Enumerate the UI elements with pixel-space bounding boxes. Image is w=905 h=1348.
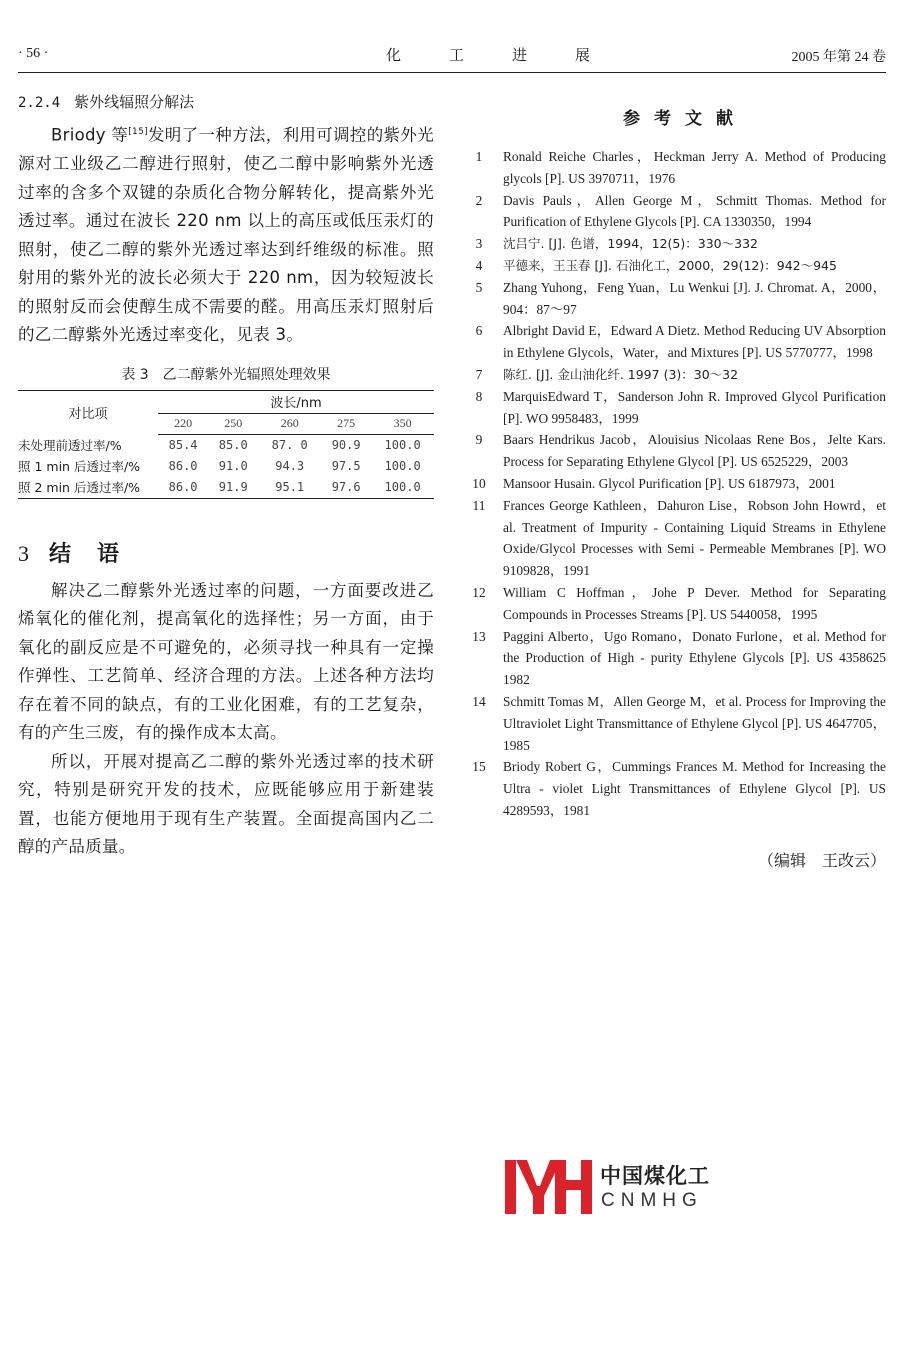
row-label: 照 2 min 后透过率/% — [18, 477, 158, 499]
reference-number: 4 — [475, 257, 483, 273]
reference-list — [470, 146, 886, 822]
reference-item — [470, 495, 886, 582]
table-cell: 95.1 — [258, 477, 321, 499]
references-title: 参考文献 — [623, 109, 747, 129]
wavelength-cell: 250 — [208, 413, 258, 434]
table-cell: 100.0 — [384, 459, 421, 473]
page-number: · 56 · — [18, 46, 49, 61]
table-cell: 97.5 — [331, 459, 361, 473]
reference-number: 8 — [475, 388, 483, 404]
wavelength-cell: 220 — [158, 413, 208, 434]
cnmhg-logo — [503, 1156, 713, 1220]
wavelength-cell: 350 — [371, 413, 434, 434]
right-column — [470, 104, 886, 871]
table-cell: 91.0 — [218, 459, 248, 473]
reference-text: Albright David E，Edward A Dietz. Method Reducing UV Absorption in Ethylene Glycols，Water，and Mixtures [P]. US 5770777，1998 — [503, 323, 886, 361]
reference-item — [470, 691, 886, 756]
reference-item — [470, 386, 886, 430]
issue-info: 2005 年第 24 卷 — [791, 50, 886, 65]
table-cell: 94.3 — [275, 459, 305, 473]
section-number: 3 — [18, 540, 29, 566]
reference-item — [470, 146, 886, 190]
left-column — [18, 90, 434, 862]
row-label: 未处理前透过率/% — [18, 437, 122, 453]
reference-text: Frances George Kathleen，Dahuron Lise，Robson John Howrd，et al. Treatment of Impurity - Containing Liquid Streams in Ethylene Oxide/Glycol Processes with Semi - Permeable Membranes [P]. WO 9109828，1991 — [503, 497, 886, 579]
reference-number: 3 — [475, 236, 483, 252]
reference-number: 15 — [472, 759, 486, 775]
table-3 — [18, 390, 434, 499]
table-cell: 90.9 — [331, 438, 361, 452]
editor-credit: （编辑 王改云） — [757, 850, 886, 870]
reference-item — [470, 429, 886, 473]
section-3-heading — [18, 539, 434, 569]
reference-item — [470, 473, 886, 495]
reference-number: 5 — [475, 279, 483, 295]
reference-item — [470, 255, 886, 277]
reference-text: Briody Robert G，Cummings Frances M. Method for Increasing the Ultra - violet Light Transmittances of Ethylene Glycol [P]. US 4289593，1981 — [503, 759, 886, 818]
conclusion-paragraph-1: 解决乙二醇紫外光透过率的问题，一方面要改进乙烯氧化的催化剂，提高氧化的选择性；另一方面，由于氧化的副反应是不可避免的，必须寻找一种具有一定操作弹性、工艺简单、经济合理的方法。上述各种方法均存在着不同的缺点，有的工业化困难，有的工艺复杂，有的产生三废，有的操作成本太高。 — [18, 580, 434, 742]
table-cell: 97.6 — [321, 477, 371, 499]
reference-text: Paggini Alberto，Ugo Romano，Donato Furlone，et al. Method for the Production of High - purity Ethylene Glycols [P]. US 4358625 1982 — [503, 628, 886, 688]
reference-text: Zhang Yuhong，Feng Yuan，Lu Wenkui [J]. J. Chromat. A，2000，904：87～97 — [503, 279, 886, 317]
wavelength-cell: 275 — [321, 413, 371, 434]
uv-method-paragraph: Briody 等[15]发明了一种方法，利用可调控的紫外光源对工业级乙二醇进行照射，使乙二醇中影响紫外光透过率的含多个双键的杂质化合物分解转化，提高紫外光透过率。通过在波长 220 nm 以上的高压或低压汞灯的照射，使乙二醇的紫外光透过率达到纤维级的标准。照射用的紫外光的波长必须大于 220 nm，因为较短波长的照射反而会使醇生成不需要的醛。用高压汞灯照射后的乙二醇紫外光透过率变化，见表 3。 — [18, 125, 434, 344]
wavelength-cell: 260 — [258, 413, 321, 434]
reference-item — [470, 364, 886, 386]
table-col-header: 对比项 — [18, 390, 158, 434]
table-cell: 85.4 — [168, 438, 198, 452]
section-2-2-4-heading — [18, 90, 434, 114]
logo-chinese-name: 中国煤化工 — [600, 1164, 710, 1188]
reference-item — [470, 626, 886, 691]
reference-text: Baars Hendrikus Jacob，Alouisius Nicolaas Rene Bos，Jelte Kars. Process for Separating Ethylene Glycol [P]. US 6525229，2003 — [503, 432, 886, 470]
reference-text: Davis Pauls，Allen George M，Schmitt Thomas. Method for Purification of Ethylene Glycols [P]. CA 1330350，1994 — [503, 192, 886, 230]
table-cell: 86.0 — [168, 459, 198, 473]
table-cell: 85.0 — [218, 438, 248, 452]
wavelength-header: 波长/nm — [158, 390, 434, 413]
reference-number: 6 — [475, 323, 483, 339]
reference-number: 7 — [475, 366, 483, 382]
reference-item — [470, 277, 886, 321]
mh-logo-mark-icon — [503, 1156, 595, 1218]
section-title: 紫外线辐照分解法 — [74, 93, 195, 111]
conclusion-paragraph-2: 所以，开展对提高乙二醇的紫外光透过率的技术研究，特别是研究开发的技术，应既能够应用于新建装置，也能方便地用于现有生产装置。全面提高国内乙二醇的产品质量。 — [18, 751, 434, 856]
reference-item — [470, 320, 886, 364]
section-title: 结语 — [49, 541, 146, 567]
reference-number: 12 — [472, 584, 486, 600]
table-cell: 100.0 — [371, 477, 434, 499]
reference-item — [470, 190, 886, 234]
journal-title: 化工进展 — [386, 46, 639, 64]
table-row — [18, 456, 434, 477]
citation: [15] — [128, 127, 148, 137]
reference-text: MarquisEdward T，Sanderson John R. Improved Glycol Purification [P]. WO 9958483，1999 — [503, 388, 886, 426]
reference-number: 2 — [475, 192, 483, 208]
section-number: 2.2.4 — [18, 95, 61, 111]
reference-number: 9 — [475, 432, 483, 448]
table-cell: 100.0 — [384, 438, 421, 452]
logo-english-name: CNMHG — [601, 1190, 703, 1211]
reference-number: 1 — [475, 149, 483, 164]
reference-text: Schmitt Tomas M，Allen George M，et al. Process for Improving the Ultraviolet Light Transmittance of Ethylene Glycol [P]. US 4647705，1985 — [503, 693, 886, 753]
table-row — [18, 477, 434, 499]
reference-number: 11 — [472, 497, 486, 513]
reference-text: 平德来，王玉春 [J]. 石油化工，2000，29(12)：942～945 — [503, 257, 837, 273]
reference-text: Mansoor Husain. Glycol Purification [P]. US 6187973，2001 — [503, 475, 836, 491]
reference-item — [470, 582, 886, 626]
reference-number: 14 — [472, 693, 486, 709]
reference-text: Ronald Reiche Charles，Heckman Jerry A. Method of Producing glycols [P]. US 3970711，1976 — [503, 149, 886, 186]
running-header — [18, 44, 886, 73]
reference-text: William C Hoffman，Johe P Dever. Method for Separating Compounds in Processes Streams [P]. US 5440058，1995 — [503, 584, 886, 622]
reference-number: 13 — [472, 628, 486, 644]
table-3-caption: 表 3 乙二醇紫外光辐照处理效果 — [121, 366, 331, 383]
table-row — [18, 434, 434, 456]
table-cell: 91.9 — [208, 477, 258, 499]
table-cell: 87. 0 — [271, 438, 308, 452]
reference-text: 陈红. [J]. 金山油化纤. 1997 (3)：30～32 — [503, 366, 739, 382]
reference-number: 10 — [472, 475, 486, 491]
reference-item — [470, 756, 886, 821]
reference-text: 沈吕宁. [J]. 色谱，1994，12(5)：330～332 — [503, 236, 758, 252]
table-cell: 86.0 — [158, 477, 208, 499]
row-label: 照 1 min 后透过率/% — [18, 459, 141, 474]
reference-item — [470, 233, 886, 255]
